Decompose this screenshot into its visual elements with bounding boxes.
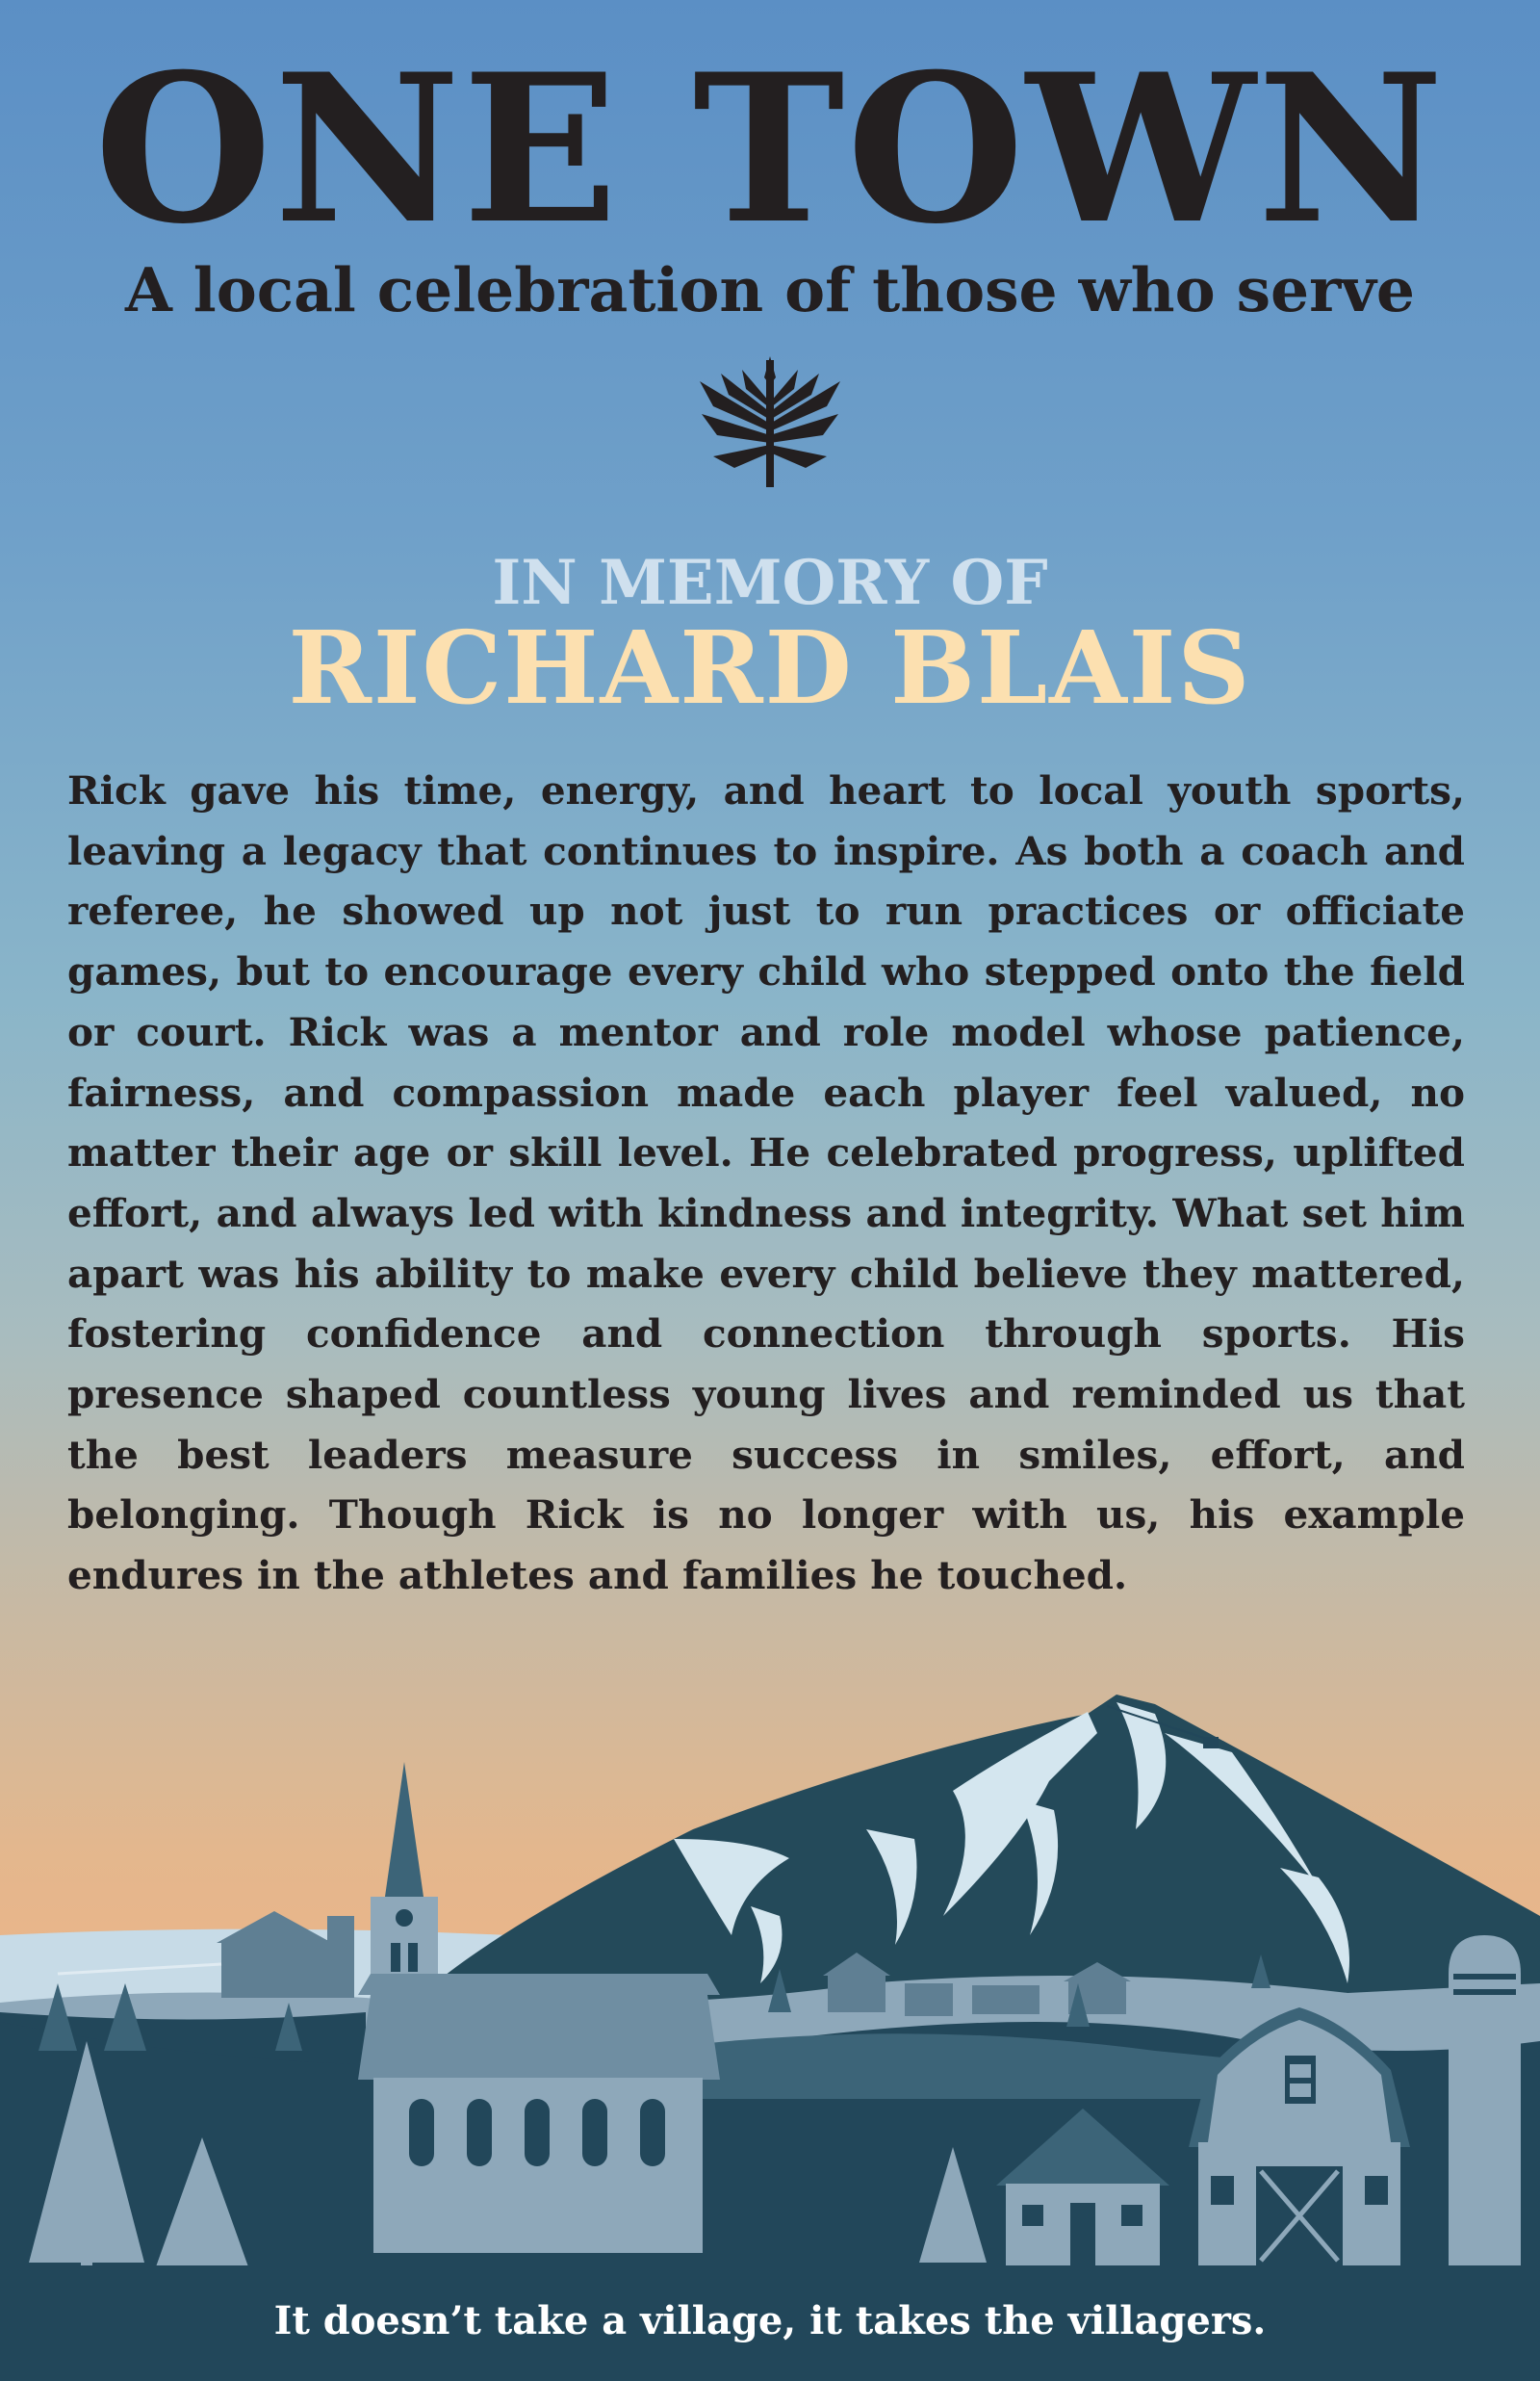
honoree-name: RICHARD BLAIS (288, 608, 1252, 727)
church-steeple-icon (358, 1762, 720, 2253)
poster-title: ONE TOWN (93, 29, 1447, 269)
poster-subtitle: A local celebration of those who serve (124, 254, 1415, 325)
asterisk-tree-emblem-icon (696, 356, 844, 487)
footer-tagline: It doesn’t take a village, it takes the villagers. (273, 2298, 1267, 2343)
silo-icon (1449, 1935, 1521, 2265)
tribute-paragraph: Rick gave his time, energy, and heart to local youth sports, leaving a legacy that continues to inspire. As both a coach and referee, he showed up not just to run practices or officiate games, but to encourage every child who stepped onto the field or court. Rick was a mentor and role model whose patience, fairness, and compassion made each player feel valued, no matter their age or skill level. He celebrated progress, uplifted effort, and always led with kindness and integrity. What set him apart was his ability to make every child believe they mattered, fostering confidence and connection through sports. His presence shaped countless young lives and reminded us that the best leaders measure success in smiles, effort, and belonging. Though Rick is no longer with us, his example endures in the athletes and families he touched. (67, 767, 1465, 1599)
mountain-village-landscape-icon (0, 1695, 1540, 2381)
in-memory-label: IN MEMORY OF (492, 547, 1048, 619)
